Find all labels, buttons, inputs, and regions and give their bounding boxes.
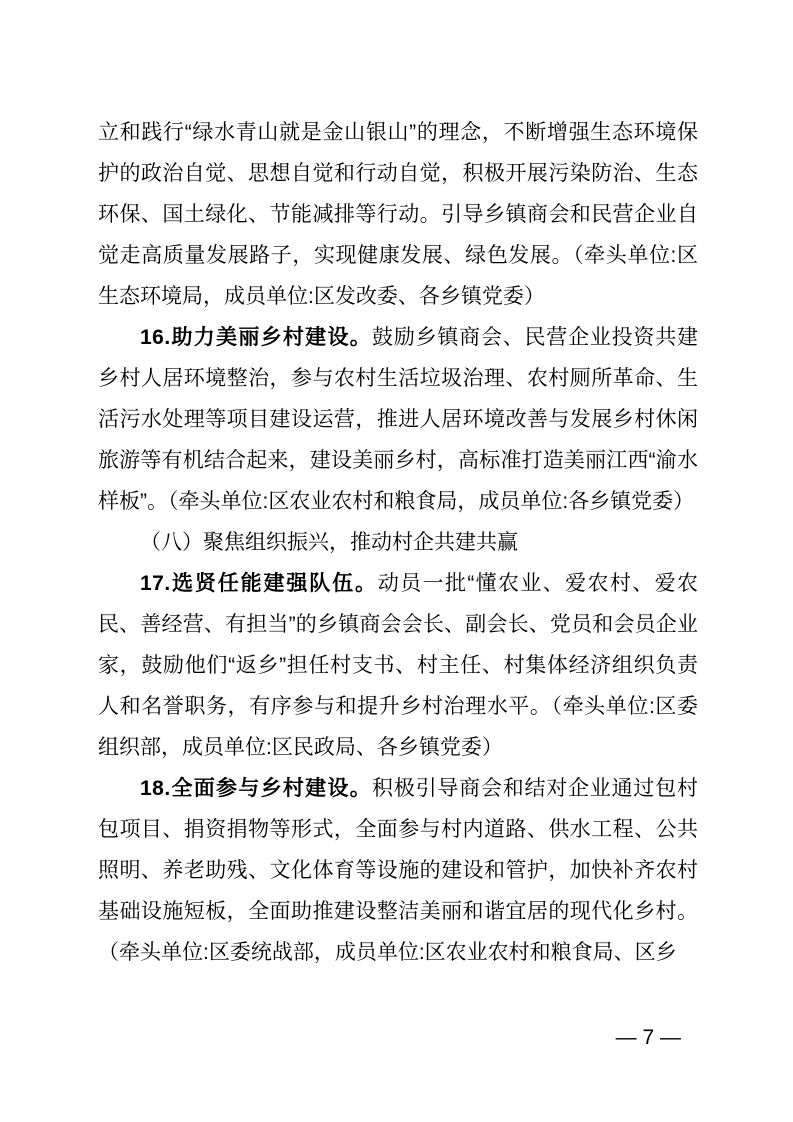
page-number-label: — 7 — — [615, 1026, 681, 1049]
document-body — [98, 112, 698, 973]
item-16-heading: 16.助力美丽乡村建设。 — [140, 326, 373, 349]
paragraph-continuation — [98, 112, 698, 317]
item-17-text: 动员一批“懂农业、爱农村、爱农民、善经营、有担当”的乡镇商会会长、副会长、党员和会员企业家，鼓励他们“返乡”担任村支书、村主任、村集体经济组织负责人和名誉职务，有序参与和提升乡村治理水平。（牵头单位:区委组织部，成员单位:区民政局、各乡镇党委） — [98, 572, 698, 759]
subsection-heading-8 — [98, 522, 698, 563]
paragraph-item-17 — [98, 563, 698, 768]
paragraph-continuation-text: 立和践行“绿水青山就是金山银山”的理念，不断增强生态环境保护的政治自觉、思想自觉和行动自觉，积极开展污染防治、生态环保、国土绿化、节能减排等行动。引导乡镇商会和民营企业自觉走高质量发展路子，实现健康发展、绿色发展。（牵头单位:区生态环境局，成员单位:区发改委、各乡镇党委） — [98, 121, 698, 308]
item-17-heading: 17.选贤任能建强队伍。 — [140, 572, 378, 595]
page-number — [616, 1026, 681, 1050]
item-16-text: 鼓励乡镇商会、民营企业投资共建乡村人居环境整治，参与农村生活垃圾治理、农村厕所革命、生活污水处理等项目建设运营，推进人居环境改善与发展乡村休闲旅游等有机结合起来，建设美丽乡村，高标准打造美丽江西“渝水样板”。（牵头单位:区农业农村和粮食局，成员单位:各乡镇党委） — [98, 326, 698, 513]
paragraph-item-18 — [98, 768, 698, 973]
paragraph-item-16 — [98, 317, 698, 522]
item-18-text: 积极引导商会和结对企业通过包村包项目、捐资捐物等形式，全面参与村内道路、供水工程、公共照明、养老助残、文化体育等设施的建设和管护，加快补齐农村基础设施短板，全面助推建设整洁美丽和谐宜居的现代化乡村。（牵头单位:区委统战部，成员单位:区农业农村和粮食局、区乡 — [98, 777, 698, 964]
subsection-heading-8-text: （八）聚焦组织振兴，推动村企共建共赢 — [140, 531, 518, 554]
item-18-heading: 18.全面参与乡村建设。 — [140, 777, 373, 800]
